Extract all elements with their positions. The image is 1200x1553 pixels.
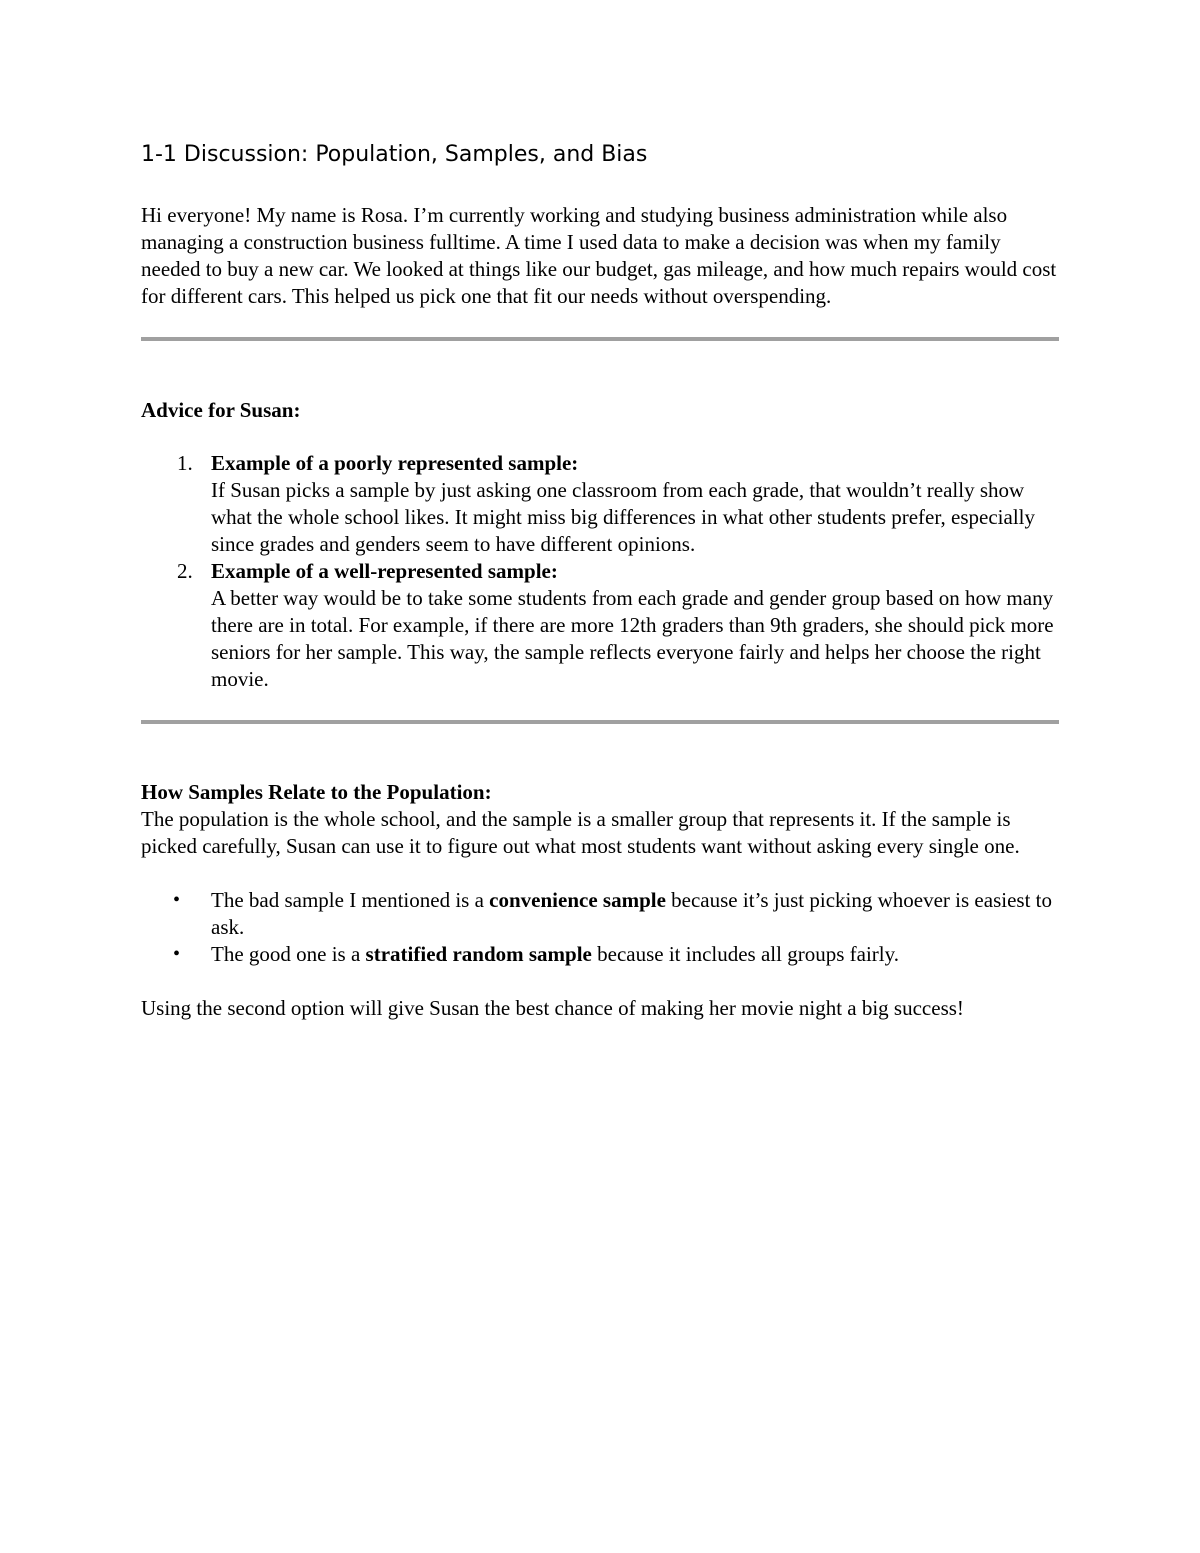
bullet-text-after: because it includes all groups fairly. (591, 942, 899, 966)
bullet-icon: • (173, 943, 181, 965)
bullet-text-before: The bad sample I mentioned is a (211, 888, 490, 912)
population-paragraph: The population is the whole school, and the sample is a smaller group that represents it. If the sample is picked carefully, Susan can use it to figure out what most students want without asking every single one. (141, 807, 1020, 858)
population-heading: How Samples Relate to the Population: (141, 780, 492, 804)
page-title: 1-1 Discussion: Population, Samples, and Bias (141, 142, 648, 167)
list-item-text: If Susan picks a sample by just asking one classroom from each grade, that wouldn’t really show what the whole school likes. It might miss big differences in what other students prefer, especially since grades and genders seem to have different opinions. (211, 478, 1035, 556)
bullet-icon: • (173, 889, 181, 911)
bullet-term: stratified random sample (365, 942, 592, 966)
bullet-text-before: The good one is a (211, 942, 366, 966)
list-item (141, 887, 1061, 941)
list-item-title: Example of a well-represented sample: (211, 559, 558, 583)
document-page (141, 140, 1061, 1022)
section-divider (141, 720, 1059, 724)
bullet-text-after: because it’s just picking whoever is easiest to ask. (211, 888, 1052, 939)
closing-paragraph: Using the second option will give Susan the best chance of making her movie night a big success! (141, 996, 964, 1020)
list-number: 2. (177, 559, 193, 583)
list-item-text: A better way would be to take some students from each grade and gender group based on how many there are in total. For example, if there are more 12th graders than 9th graders, she should pick more seniors for her sample. This way, the sample reflects everyone fairly and helps her choose the right movie. (211, 586, 1054, 691)
section-divider (141, 337, 1059, 341)
list-number: 1. (177, 451, 193, 475)
advice-list (141, 450, 1061, 693)
bullet-term: convenience sample (489, 888, 666, 912)
list-item (141, 450, 1061, 558)
intro-paragraph: Hi everyone! My name is Rosa. I’m currently working and studying business administration while also managing a construction business fulltime. A time I used data to make a decision was when my family needed to buy a new car. We looked at things like our budget, gas mileage, and how much repairs would cost for different cars. This helped us pick one that fit our needs without overspending. (141, 203, 1057, 308)
bullet-list (141, 887, 1061, 968)
list-item (141, 941, 1061, 968)
advice-heading: Advice for Susan: (141, 398, 301, 422)
list-item (141, 558, 1061, 693)
list-item-title: Example of a poorly represented sample: (211, 451, 579, 475)
